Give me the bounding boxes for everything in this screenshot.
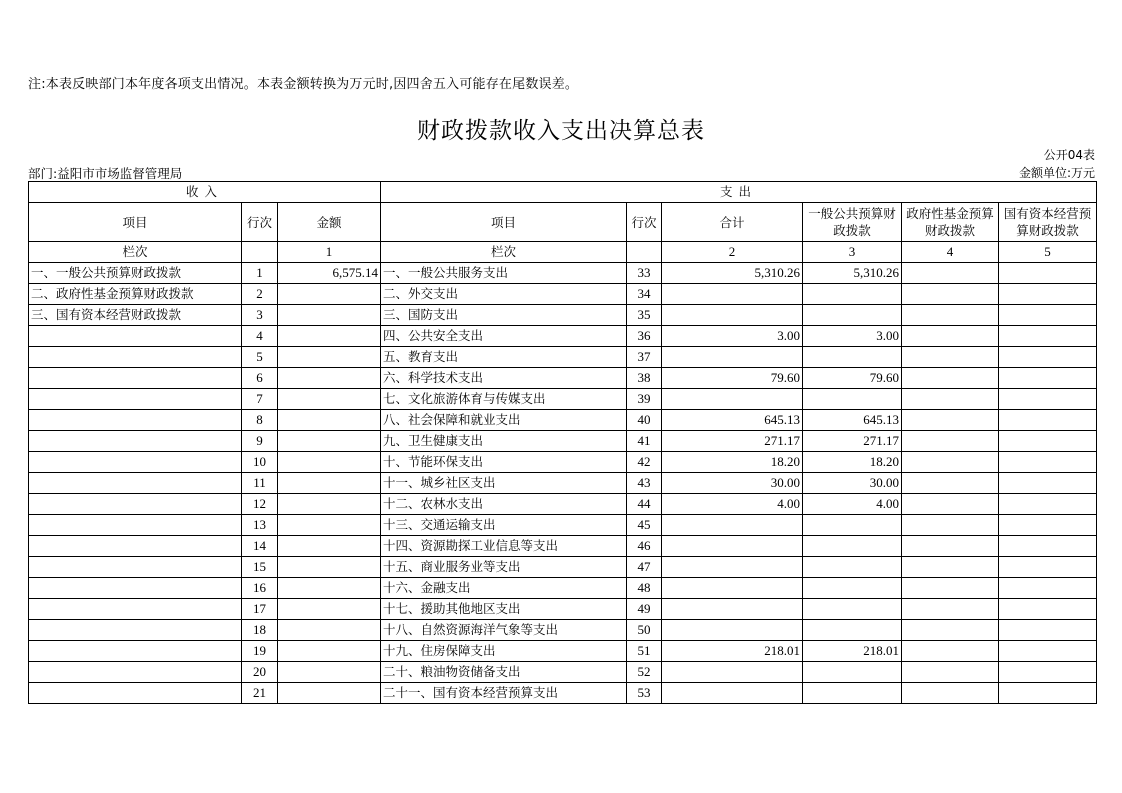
- general-budget-cell: [803, 284, 902, 305]
- expense-line-cell: 33: [627, 263, 662, 284]
- income-item-cell: [29, 410, 242, 431]
- income-line-cell: 11: [242, 473, 278, 494]
- income-amount-cell: [278, 536, 381, 557]
- expense-total-cell: 645.13: [662, 410, 803, 431]
- income-line-cell: 6: [242, 368, 278, 389]
- income-item-cell: [29, 431, 242, 452]
- income-item-cell: [29, 473, 242, 494]
- table-row: [29, 347, 1097, 368]
- income-amount-cell: [278, 557, 381, 578]
- income-amount-cell: [278, 326, 381, 347]
- expense-item-cell: 二十、粮油物资储备支出: [381, 662, 627, 683]
- state-capital-cell: [999, 263, 1097, 284]
- expense-total-cell: 4.00: [662, 494, 803, 515]
- expense-item-cell: 一、一般公共服务支出: [381, 263, 627, 284]
- income-amount-cell: [278, 284, 381, 305]
- gov-fund-header: 政府性基金预算财政拨款: [902, 203, 999, 242]
- expense-line-cell: 47: [627, 557, 662, 578]
- income-item-cell: 一、一般公共预算财政拨款: [29, 263, 242, 284]
- income-line-cell: 21: [242, 683, 278, 704]
- expense-item-cell: 十四、资源勘探工业信息等支出: [381, 536, 627, 557]
- income-amount-cell: 6,575.14: [278, 263, 381, 284]
- budget-summary-table: [28, 181, 1097, 704]
- expense-total-cell: [662, 347, 803, 368]
- gov-fund-cell: [902, 578, 999, 599]
- form-number: 公开04表: [1043, 148, 1095, 162]
- general-budget-cell: 79.60: [803, 368, 902, 389]
- expense-line-cell: 41: [627, 431, 662, 452]
- state-capital-cell: [999, 515, 1097, 536]
- income-line-cell: 4: [242, 326, 278, 347]
- expense-line-cell: 36: [627, 326, 662, 347]
- income-item-header: 项目: [29, 203, 242, 242]
- income-item-cell: [29, 620, 242, 641]
- table-row: [29, 326, 1097, 347]
- table-row: [29, 431, 1097, 452]
- income-item-cell: [29, 389, 242, 410]
- table-row: [29, 662, 1097, 683]
- income-amount-cell: [278, 515, 381, 536]
- income-line-cell: 9: [242, 431, 278, 452]
- state-capital-cell: [999, 452, 1097, 473]
- income-item-cell: [29, 326, 242, 347]
- expense-total-cell: [662, 683, 803, 704]
- state-capital-cell: [999, 641, 1097, 662]
- gov-fund-cell: [902, 368, 999, 389]
- expense-item-header: 项目: [381, 203, 627, 242]
- general-budget-cell: [803, 683, 902, 704]
- general-budget-cell: 4.00: [803, 494, 902, 515]
- gov-fund-cell: [902, 620, 999, 641]
- table-row: [29, 515, 1097, 536]
- expense-total-cell: [662, 536, 803, 557]
- column-index-label: 栏次: [29, 242, 242, 263]
- general-budget-cell: [803, 389, 902, 410]
- gov-fund-cell: [902, 452, 999, 473]
- income-line-cell: 18: [242, 620, 278, 641]
- gov-fund-cell: [902, 473, 999, 494]
- income-item-cell: [29, 578, 242, 599]
- expense-item-cell: 十七、援助其他地区支出: [381, 599, 627, 620]
- expense-item-cell: 十八、自然资源海洋气象等支出: [381, 620, 627, 641]
- state-capital-cell: [999, 389, 1097, 410]
- income-item-cell: 二、政府性基金预算财政拨款: [29, 284, 242, 305]
- expense-item-cell: 十三、交通运输支出: [381, 515, 627, 536]
- expense-line-cell: 40: [627, 410, 662, 431]
- gov-fund-cell: [902, 305, 999, 326]
- expense-line-cell: 50: [627, 620, 662, 641]
- gov-fund-cell: [902, 263, 999, 284]
- expense-item-cell: 三、国防支出: [381, 305, 627, 326]
- general-budget-cell: 30.00: [803, 473, 902, 494]
- income-line-cell: 3: [242, 305, 278, 326]
- income-line-cell: 1: [242, 263, 278, 284]
- income-line-header: 行次: [242, 203, 278, 242]
- table-row: [29, 557, 1097, 578]
- income-amount-cell: [278, 368, 381, 389]
- gov-fund-cell: [902, 389, 999, 410]
- gov-fund-cell: [902, 431, 999, 452]
- income-line-cell: 14: [242, 536, 278, 557]
- income-amount-cell: [278, 305, 381, 326]
- general-budget-cell: 18.20: [803, 452, 902, 473]
- income-item-cell: [29, 452, 242, 473]
- gov-fund-cell: [902, 557, 999, 578]
- table-row: [29, 473, 1097, 494]
- expense-line-cell: 37: [627, 347, 662, 368]
- expense-line-cell: 46: [627, 536, 662, 557]
- income-amount-cell: [278, 389, 381, 410]
- income-line-cell: 13: [242, 515, 278, 536]
- table-row: [29, 641, 1097, 662]
- general-budget-cell: [803, 347, 902, 368]
- income-item-cell: [29, 494, 242, 515]
- state-capital-cell: [999, 347, 1097, 368]
- income-item-cell: [29, 347, 242, 368]
- expense-line-cell: 52: [627, 662, 662, 683]
- income-item-cell: [29, 536, 242, 557]
- table-row: [29, 389, 1097, 410]
- expense-total-cell: [662, 662, 803, 683]
- gov-fund-cell: [902, 284, 999, 305]
- income-section-header: 收入: [29, 182, 381, 203]
- income-amount-cell: [278, 473, 381, 494]
- income-amount-cell: [278, 620, 381, 641]
- expense-item-cell: 十九、住房保障支出: [381, 641, 627, 662]
- expense-line-cell: 35: [627, 305, 662, 326]
- column-index-blank: [627, 242, 662, 263]
- expense-item-cell: 八、社会保障和就业支出: [381, 410, 627, 431]
- table-row: [29, 536, 1097, 557]
- general-budget-cell: 3.00: [803, 326, 902, 347]
- income-amount-cell: [278, 347, 381, 368]
- expense-line-cell: 42: [627, 452, 662, 473]
- income-line-cell: 8: [242, 410, 278, 431]
- income-line-cell: 12: [242, 494, 278, 515]
- state-capital-cell: [999, 473, 1097, 494]
- state-capital-cell: [999, 599, 1097, 620]
- expense-total-cell: [662, 284, 803, 305]
- income-amount-cell: [278, 662, 381, 683]
- general-budget-cell: 271.17: [803, 431, 902, 452]
- income-amount-cell: [278, 431, 381, 452]
- column-index-blank: [242, 242, 278, 263]
- column-index-5: 5: [999, 242, 1097, 263]
- expense-line-cell: 39: [627, 389, 662, 410]
- gov-fund-cell: [902, 494, 999, 515]
- income-item-cell: [29, 662, 242, 683]
- column-index-3: 3: [803, 242, 902, 263]
- general-budget-cell: [803, 599, 902, 620]
- state-capital-cell: [999, 662, 1097, 683]
- general-budget-cell: [803, 536, 902, 557]
- expense-total-cell: [662, 557, 803, 578]
- expense-total-cell: [662, 305, 803, 326]
- general-budget-cell: [803, 620, 902, 641]
- state-capital-cell: [999, 368, 1097, 389]
- income-line-cell: 5: [242, 347, 278, 368]
- general-budget-cell: 5,310.26: [803, 263, 902, 284]
- income-amount-cell: [278, 599, 381, 620]
- expense-line-cell: 34: [627, 284, 662, 305]
- expense-line-cell: 43: [627, 473, 662, 494]
- expense-line-cell: 53: [627, 683, 662, 704]
- gov-fund-cell: [902, 515, 999, 536]
- general-budget-cell: [803, 662, 902, 683]
- table-note: 注:本表反映部门本年度各项支出情况。本表金额转换为万元时,因四舍五入可能存在尾数误差。: [28, 77, 579, 92]
- expense-item-cell: 六、科学技术支出: [381, 368, 627, 389]
- expense-total-cell: [662, 389, 803, 410]
- expense-total-header: 合计: [662, 203, 803, 242]
- gov-fund-cell: [902, 662, 999, 683]
- general-budget-header: 一般公共预算财政拨款: [803, 203, 902, 242]
- expense-item-cell: 五、教育支出: [381, 347, 627, 368]
- column-index-label: 栏次: [381, 242, 627, 263]
- table-row: [29, 368, 1097, 389]
- expense-total-cell: 3.00: [662, 326, 803, 347]
- gov-fund-cell: [902, 599, 999, 620]
- expense-total-cell: 30.00: [662, 473, 803, 494]
- income-item-cell: [29, 557, 242, 578]
- expense-section-header: 支出: [381, 182, 1097, 203]
- income-item-cell: 三、国有资本经营财政拨款: [29, 305, 242, 326]
- expense-item-cell: 七、文化旅游体育与传媒支出: [381, 389, 627, 410]
- general-budget-cell: [803, 515, 902, 536]
- income-line-cell: 7: [242, 389, 278, 410]
- expense-item-cell: 十、节能环保支出: [381, 452, 627, 473]
- general-budget-cell: [803, 305, 902, 326]
- table-row: [29, 494, 1097, 515]
- table-row: [29, 683, 1097, 704]
- state-capital-cell: [999, 494, 1097, 515]
- expense-total-cell: 79.60: [662, 368, 803, 389]
- expense-total-cell: 218.01: [662, 641, 803, 662]
- column-index-4: 4: [902, 242, 999, 263]
- gov-fund-cell: [902, 683, 999, 704]
- expense-line-cell: 48: [627, 578, 662, 599]
- amount-unit-label: 金额单位:万元: [1018, 166, 1095, 180]
- table-row: [29, 599, 1097, 620]
- expense-total-cell: [662, 578, 803, 599]
- income-item-cell: [29, 368, 242, 389]
- income-line-cell: 20: [242, 662, 278, 683]
- income-amount-cell: [278, 452, 381, 473]
- expense-line-cell: 44: [627, 494, 662, 515]
- income-amount-cell: [278, 683, 381, 704]
- income-line-cell: 10: [242, 452, 278, 473]
- expense-item-cell: 十五、商业服务业等支出: [381, 557, 627, 578]
- general-budget-cell: 645.13: [803, 410, 902, 431]
- income-item-cell: [29, 683, 242, 704]
- income-line-cell: 19: [242, 641, 278, 662]
- expense-line-cell: 49: [627, 599, 662, 620]
- expense-total-cell: 271.17: [662, 431, 803, 452]
- column-index-1: 1: [278, 242, 381, 263]
- general-budget-cell: [803, 578, 902, 599]
- expense-line-cell: 45: [627, 515, 662, 536]
- column-index-2: 2: [662, 242, 803, 263]
- state-capital-cell: [999, 557, 1097, 578]
- income-amount-cell: [278, 410, 381, 431]
- table-row: [29, 284, 1097, 305]
- gov-fund-cell: [902, 641, 999, 662]
- expense-item-cell: 十六、金融支出: [381, 578, 627, 599]
- expense-total-cell: 18.20: [662, 452, 803, 473]
- gov-fund-cell: [902, 410, 999, 431]
- expense-line-header: 行次: [627, 203, 662, 242]
- state-capital-cell: [999, 578, 1097, 599]
- expense-total-cell: [662, 515, 803, 536]
- table-row: [29, 410, 1097, 431]
- income-item-cell: [29, 641, 242, 662]
- state-capital-cell: [999, 284, 1097, 305]
- state-capital-cell: [999, 536, 1097, 557]
- state-capital-cell: [999, 620, 1097, 641]
- income-item-cell: [29, 515, 242, 536]
- income-line-cell: 15: [242, 557, 278, 578]
- gov-fund-cell: [902, 347, 999, 368]
- table-row: [29, 305, 1097, 326]
- table-row: [29, 263, 1097, 284]
- expense-total-cell: 5,310.26: [662, 263, 803, 284]
- state-capital-cell: [999, 683, 1097, 704]
- department-label: 部门:益阳市市场监督管理局: [28, 166, 183, 181]
- gov-fund-cell: [902, 326, 999, 347]
- expense-item-cell: 四、公共安全支出: [381, 326, 627, 347]
- state-capital-header: 国有资本经营预算财政拨款: [999, 203, 1097, 242]
- income-amount-cell: [278, 578, 381, 599]
- gov-fund-cell: [902, 536, 999, 557]
- expense-item-cell: 二、外交支出: [381, 284, 627, 305]
- expense-line-cell: 38: [627, 368, 662, 389]
- table-row: [29, 452, 1097, 473]
- income-amount-cell: [278, 494, 381, 515]
- income-line-cell: 17: [242, 599, 278, 620]
- page-title: 财政拨款收入支出决算总表: [417, 118, 705, 144]
- income-line-cell: 16: [242, 578, 278, 599]
- state-capital-cell: [999, 305, 1097, 326]
- expense-line-cell: 51: [627, 641, 662, 662]
- income-line-cell: 2: [242, 284, 278, 305]
- table-row: [29, 578, 1097, 599]
- general-budget-cell: 218.01: [803, 641, 902, 662]
- expense-item-cell: 十一、城乡社区支出: [381, 473, 627, 494]
- table-row: [29, 620, 1097, 641]
- general-budget-cell: [803, 557, 902, 578]
- expense-item-cell: 十二、农林水支出: [381, 494, 627, 515]
- income-item-cell: [29, 599, 242, 620]
- state-capital-cell: [999, 410, 1097, 431]
- expense-item-cell: 九、卫生健康支出: [381, 431, 627, 452]
- income-amount-cell: [278, 641, 381, 662]
- expense-total-cell: [662, 620, 803, 641]
- expense-total-cell: [662, 599, 803, 620]
- state-capital-cell: [999, 431, 1097, 452]
- state-capital-cell: [999, 326, 1097, 347]
- expense-item-cell: 二十一、国有资本经营预算支出: [381, 683, 627, 704]
- income-amount-header: 金额: [278, 203, 381, 242]
